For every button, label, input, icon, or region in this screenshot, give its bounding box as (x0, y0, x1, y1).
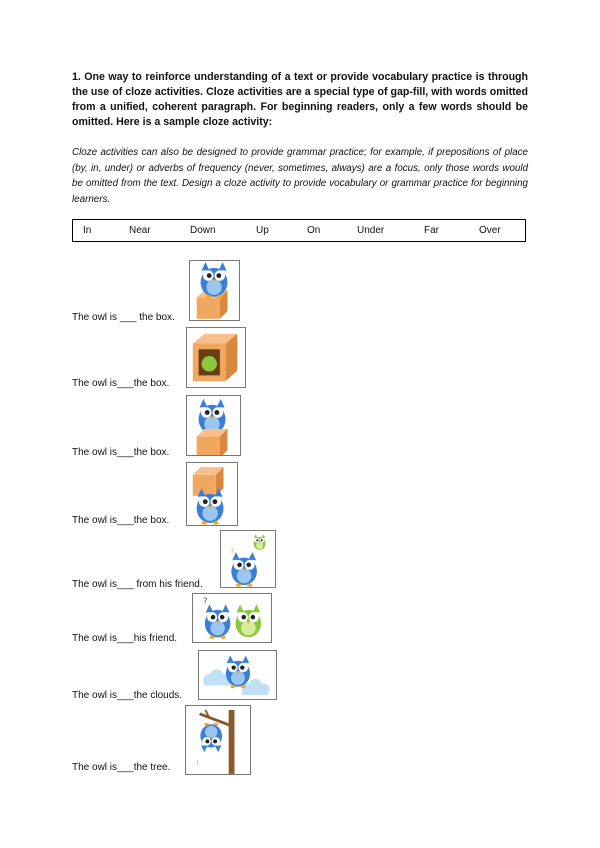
sentence: The owl is___the clouds. (72, 690, 183, 701)
word-bank-item: Up (256, 225, 269, 236)
intro-paragraph: 1. One way to reinforce understanding of a text or provide vocabulary practice is through the use of cloze activities. Cloze activities are a special type of gap-fill, with words omitted from a unified, coherent paragraph. For beginning readers, only a few words should be omitted. Here is a sample cloze activity: (72, 71, 528, 128)
owl-under-box-icon (186, 462, 238, 526)
sentence: The owl is___the box. (72, 447, 170, 458)
word-bank-item: Down (190, 225, 216, 236)
sentence: The owl is___his friend. (72, 633, 178, 644)
word-bank-item: In (83, 225, 92, 236)
owl-down-tree-icon (185, 705, 251, 775)
owl-on-box-icon (189, 260, 240, 321)
owl-near-friend-icon (192, 593, 272, 643)
word-bank-item: On (307, 225, 321, 236)
word-bank-item: Near (129, 225, 151, 236)
sentence: The owl is___the box. (72, 378, 170, 389)
sentence: The owl is ___ the box. (72, 312, 175, 323)
svg-text:!: ! (230, 547, 234, 557)
svg-text:!: ! (195, 759, 199, 769)
word-bank-item: Over (479, 225, 501, 236)
sentence: The owl is___the box. (72, 515, 170, 526)
sample-paragraph: Cloze activities can also be designed to provide grammar practice; for example, if prepositions of place (by, in, under) or adverbs of frequency (never, sometimes, always) are a focus, only those words would be omitted from the text. Design a cloze activity to provide vocabulary or grammar practice for beginning learners. (72, 147, 528, 205)
sentence: The owl is___the tree. (72, 762, 171, 773)
owl-over-box-icon (186, 395, 241, 456)
owl-far-from-friend-icon (220, 530, 276, 588)
owl-over-clouds-icon (198, 650, 277, 700)
owl-in-box-icon (186, 327, 246, 388)
sentence: The owl is___ from his friend. (72, 579, 203, 590)
word-bank-item: Far (424, 225, 439, 236)
svg-text:?: ? (203, 596, 208, 606)
word-bank (72, 219, 526, 242)
word-bank-item: Under (357, 225, 385, 236)
